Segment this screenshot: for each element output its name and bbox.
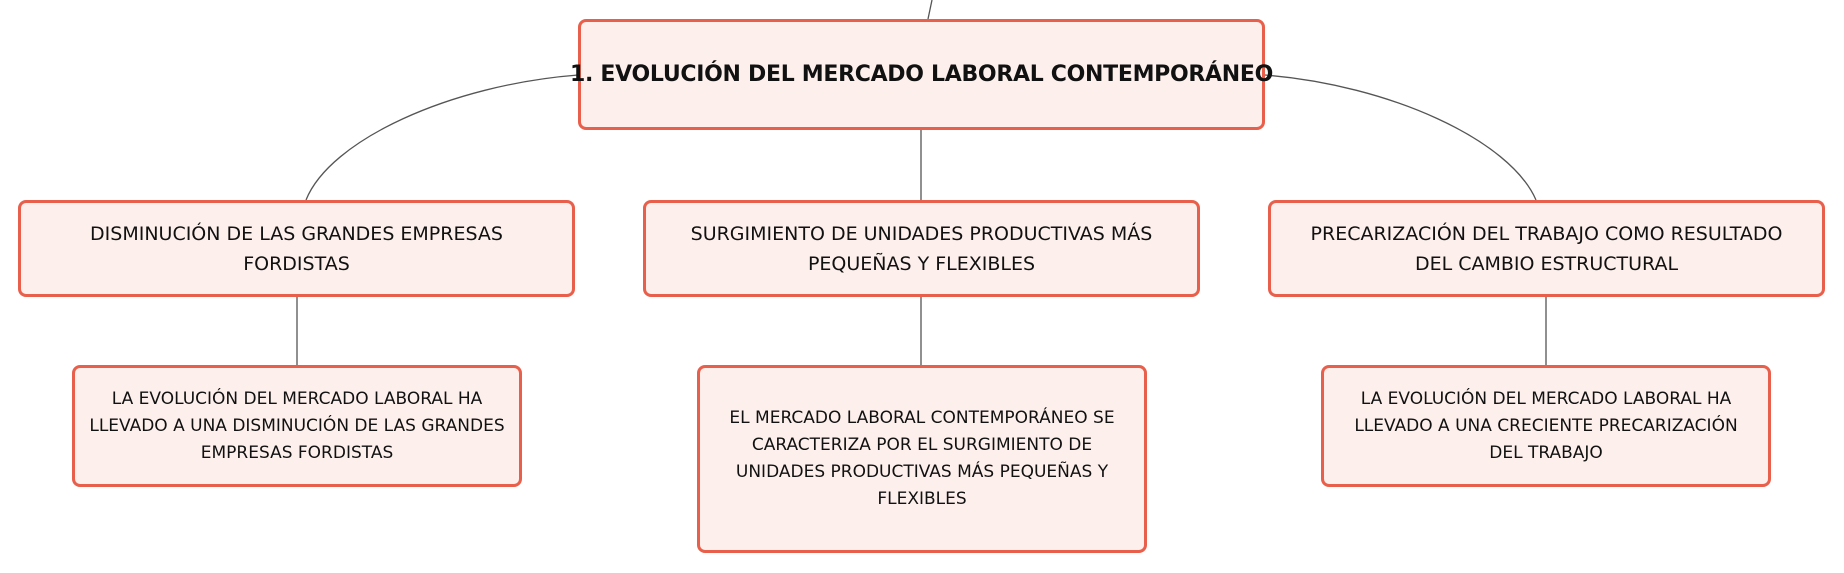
branch-topic-label: PRECARIZACIÓN DEL TRABAJO COMO RESULTADO DEL CAMBIO ESTRUCTURAL — [1310, 222, 1783, 275]
connector-parent-to-root — [928, 0, 932, 19]
branch-topic-label: DISMINUCIÓN DE LAS GRANDES EMPRESAS FORDISTAS — [90, 222, 503, 275]
subtopic-label: EL MERCADO LABORAL CONTEMPORÁNEO SE CARACTERIZA POR EL SURGIMIENTO DE UNIDADES PRODUCTIVAS MÁS PEQUEÑAS Y FLEXIBLES — [729, 408, 1115, 509]
subtopic-label: LA EVOLUCIÓN DEL MERCADO LABORAL HA LLEVADO A UNA CRECIENTE PRECARIZACIÓN DEL TRABAJO — [1354, 388, 1738, 463]
branch-topic-label: SURGIMIENTO DE UNIDADES PRODUCTIVAS MÁS PEQUEÑAS Y FLEXIBLES — [690, 222, 1153, 275]
branch-topic-precarization[interactable] — [1268, 200, 1825, 297]
subtopic-precarization-detail[interactable] — [1321, 365, 1771, 487]
subtopic-flexible-units-detail[interactable] — [697, 365, 1147, 553]
branch-topic-fordist-decline[interactable] — [18, 200, 575, 297]
connector-root-to-branch-3 — [1265, 75, 1536, 200]
root-topic[interactable] — [570, 19, 1274, 130]
subtopic-label: LA EVOLUCIÓN DEL MERCADO LABORAL HA LLEVADO A UNA DISMINUCIÓN DE LAS GRANDES EMPRESAS FORDISTAS — [89, 388, 505, 463]
branch-topic-flexible-units[interactable] — [643, 200, 1200, 297]
root-topic-label: 1. EVOLUCIÓN DEL MERCADO LABORAL CONTEMPORÁNEO — [570, 62, 1274, 87]
connector-root-to-branch-1 — [306, 75, 578, 200]
subtopic-fordist-decline-detail[interactable] — [72, 365, 522, 487]
